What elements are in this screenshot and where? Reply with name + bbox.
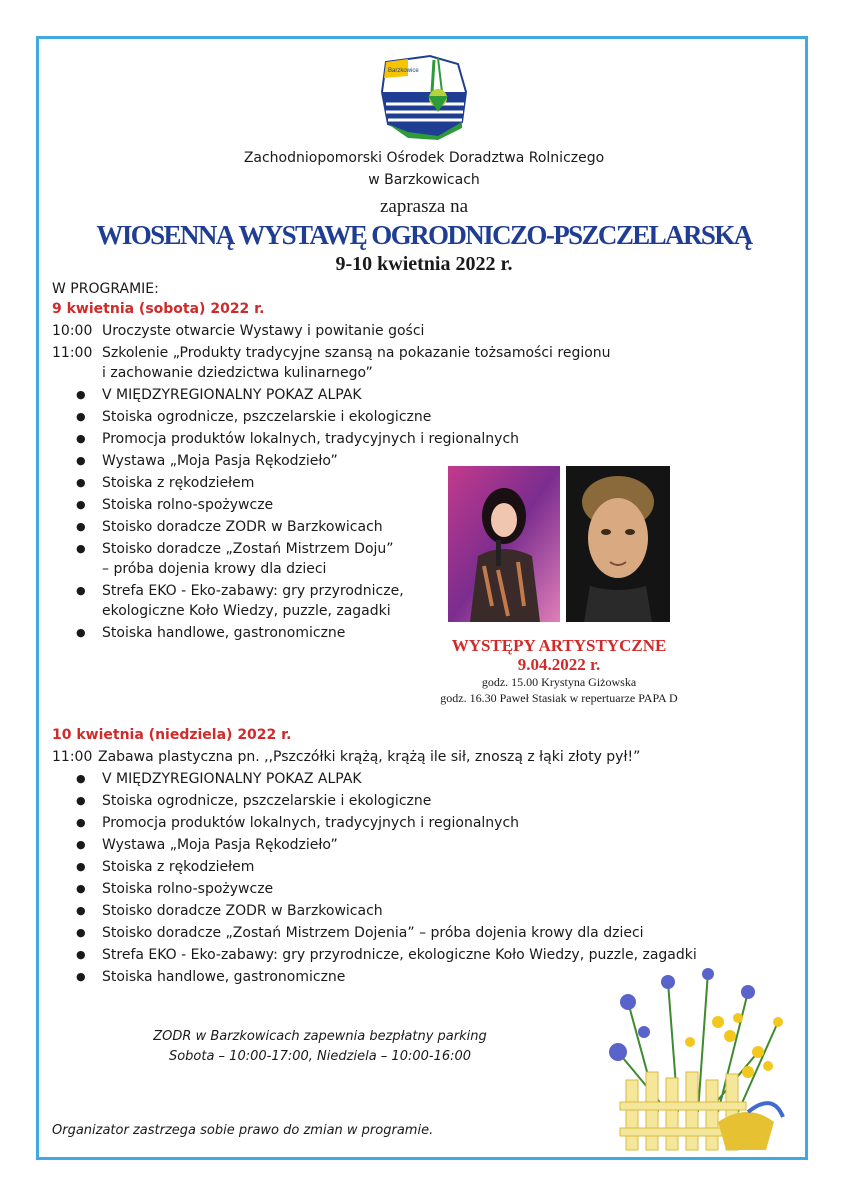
list-item: Strefa EKO - Eko-zabawy: gry przyrodnicze, ekologiczne Koło Wiedzy, puzzle, zagadki <box>102 947 697 963</box>
event-title: WIOSENNĄ WYSTAWĘ OGRODNICZO-PSZCZELARSKĄ <box>96 220 752 250</box>
performance-line: godz. 16.30 Paweł Stasiak w repertuarze PAPA D <box>440 691 678 705</box>
organizer-name-line2: w Barzkowicach <box>368 172 480 188</box>
list-item: Promocja produktów lokalnych, tradycyjnych i regionalnych <box>102 815 520 831</box>
list-item: Stoisko doradcze ZODR w Barzkowicach <box>102 519 383 535</box>
performances-title: WYSTĘPY ARTYSTYCZNE <box>451 636 667 655</box>
bullet-icon: ● <box>76 860 86 873</box>
zodr-logo-icon <box>378 52 470 140</box>
bullet-icon: ● <box>76 584 86 597</box>
schedule-text: Zabawa plastyczna pn. ,,Pszczółki krążą, krążą ile sił, znoszą z łąki złoty pył!” <box>98 749 641 765</box>
program-label: W PROGRAMIE: <box>52 281 159 297</box>
schedule-text: Uroczyste otwarcie Wystawy i powitanie gości <box>102 323 425 339</box>
singer-photo <box>448 466 560 622</box>
list-item: Stoiska handlowe, gastronomiczne <box>102 969 346 985</box>
svg-text:Barzkowice: Barzkowice <box>388 68 419 74</box>
list-item: Stoiska ogrodnicze, pszczelarskie i ekologiczne <box>102 793 432 809</box>
list-item: Stoisko doradcze ZODR w Barzkowicach <box>102 903 383 919</box>
list-item: V MIĘDZYREGIONALNY POKAZ ALPAK <box>102 387 362 403</box>
list-item: Stoiska handlowe, gastronomiczne <box>102 625 346 641</box>
list-item: Stoiska ogrodnicze, pszczelarskie i ekologiczne <box>102 409 432 425</box>
flowers-fence-icon <box>598 962 793 1157</box>
bullet-icon: ● <box>76 388 86 401</box>
performances-date: 9.04.2022 r. <box>517 655 601 674</box>
bullet-icon: ● <box>76 476 86 489</box>
list-item: Stoiska rolno-spożywcze <box>102 497 274 513</box>
bullet-icon: ● <box>76 970 86 983</box>
bullet-icon: ● <box>76 926 86 939</box>
performance-line: godz. 15.00 Krystyna Giżowska <box>481 675 637 689</box>
singer-photo-male <box>566 466 670 622</box>
list-item: Wystawa „Moja Pasja Rękodzieło” <box>102 837 338 853</box>
list-item: Wystawa „Moja Pasja Rękodzieło” <box>102 453 338 469</box>
list-item: Strefa EKO - Eko-zabawy: gry przyrodnicze, <box>102 583 404 599</box>
bullet-icon: ● <box>76 454 86 467</box>
schedule-text: Szkolenie „Produkty tradycyjne szansą na pokazanie tożsamości regionu <box>102 345 611 361</box>
parking-note: ZODR w Barzkowicach zapewnia bezpłatny parking <box>153 1029 487 1044</box>
bullet-icon: ● <box>76 816 86 829</box>
bullet-icon: ● <box>76 882 86 895</box>
bullet-icon: ● <box>76 838 86 851</box>
list-item: Stoiska rolno-spożywcze <box>102 881 274 897</box>
list-item: Stoiska z rękodziełem <box>102 475 255 491</box>
list-item: Promocja produktów lokalnych, tradycyjnych i regionalnych <box>102 431 520 447</box>
schedule-time: 11:00 <box>52 749 93 765</box>
organizer-name-line1: Zachodniopomorski Ośrodek Doradztwa Rolniczego <box>243 150 605 166</box>
list-item: Stoisko doradcze „Zostań Mistrzem Dojenia” – próba dojenia krowy dla dzieci <box>102 925 644 941</box>
opening-hours: Sobota – 10:00-17:00, Niedziela – 10:00-16:00 <box>168 1049 472 1064</box>
bullet-icon: ● <box>76 498 86 511</box>
bullet-icon: ● <box>76 542 86 555</box>
bullet-icon: ● <box>76 410 86 423</box>
bullet-icon: ● <box>76 520 86 533</box>
bullet-icon: ● <box>76 626 86 639</box>
list-item: Stoiska z rękodziełem <box>102 859 255 875</box>
schedule-time: 10:00 <box>52 323 93 339</box>
list-item-continued: ekologiczne Koło Wiedzy, puzzle, zagadki <box>102 603 391 619</box>
disclaimer: Organizator zastrzega sobie prawo do zmian w programie. <box>52 1123 434 1138</box>
bullet-icon: ● <box>76 432 86 445</box>
list-item-continued: – próba dojenia krowy dla dzieci <box>102 561 327 577</box>
bullet-icon: ● <box>76 794 86 807</box>
list-item: Stoisko doradcze „Zostań Mistrzem Doju” <box>102 541 394 557</box>
day1-heading: 9 kwietnia (sobota) 2022 r. <box>52 301 265 317</box>
bullet-icon: ● <box>76 948 86 961</box>
event-date: 9-10 kwietnia 2022 r. <box>335 253 513 275</box>
schedule-text-continued: i zachowanie dziedzictwa kulinarnego” <box>102 365 373 381</box>
bullet-icon: ● <box>76 772 86 785</box>
schedule-time: 11:00 <box>52 345 93 361</box>
list-item: V MIĘDZYREGIONALNY POKAZ ALPAK <box>102 771 362 787</box>
invite-text: zaprasza na <box>379 196 469 217</box>
day2-heading: 10 kwietnia (niedziela) 2022 r. <box>52 727 292 743</box>
bullet-icon: ● <box>76 904 86 917</box>
